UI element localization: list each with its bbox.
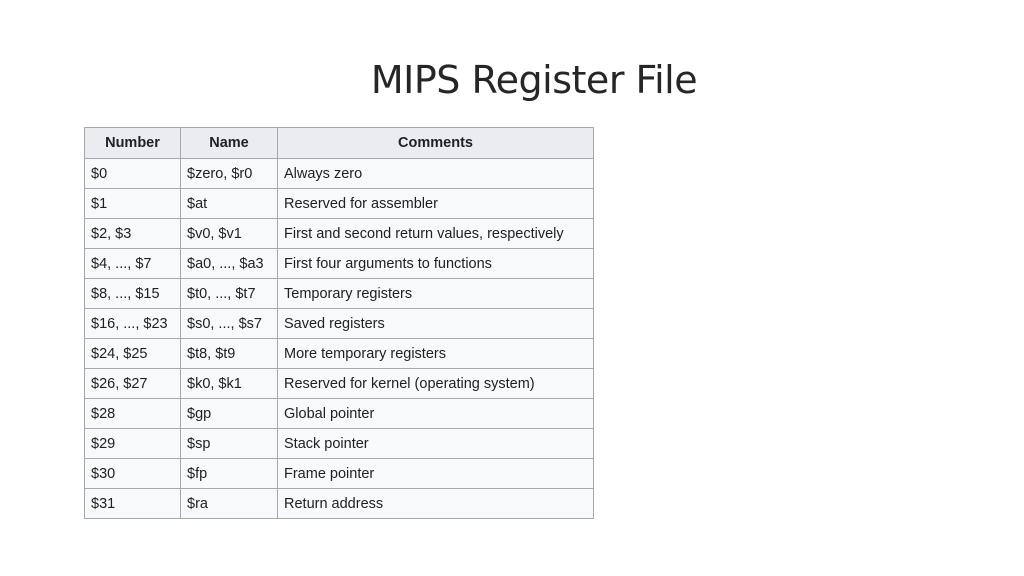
cell-name: $zero, $r0 (181, 159, 278, 189)
register-table-body (85, 159, 594, 519)
cell-number: $16, ..., $23 (85, 309, 181, 339)
table-row (85, 159, 594, 189)
table-row (85, 339, 594, 369)
table-row (85, 489, 594, 519)
cell-name: $v0, $v1 (181, 219, 278, 249)
cell-comment: Temporary registers (278, 279, 594, 309)
cell-number: $28 (85, 399, 181, 429)
cell-comment: Frame pointer (278, 459, 594, 489)
table-row (85, 249, 594, 279)
cell-comment: Reserved for kernel (operating system) (278, 369, 594, 399)
cell-name: $ra (181, 489, 278, 519)
table-row (85, 429, 594, 459)
cell-name: $a0, ..., $a3 (181, 249, 278, 279)
cell-comment: Global pointer (278, 399, 594, 429)
cell-name: $t0, ..., $t7 (181, 279, 278, 309)
cell-number: $4, ..., $7 (85, 249, 181, 279)
table-row (85, 189, 594, 219)
slide-title: MIPS Register File (370, 58, 698, 102)
table-row (85, 279, 594, 309)
register-table-header (85, 128, 594, 159)
table-row (85, 219, 594, 249)
cell-number: $26, $27 (85, 369, 181, 399)
cell-name: $sp (181, 429, 278, 459)
cell-number: $30 (85, 459, 181, 489)
header-number: Number (85, 128, 181, 159)
table-row (85, 309, 594, 339)
cell-number: $1 (85, 189, 181, 219)
cell-number: $8, ..., $15 (85, 279, 181, 309)
cell-name: $gp (181, 399, 278, 429)
table-row (85, 399, 594, 429)
cell-comment: Saved registers (278, 309, 594, 339)
cell-name: $at (181, 189, 278, 219)
cell-comment: First four arguments to functions (278, 249, 594, 279)
cell-name: $t8, $t9 (181, 339, 278, 369)
cell-number: $0 (85, 159, 181, 189)
cell-number: $31 (85, 489, 181, 519)
cell-name: $fp (181, 459, 278, 489)
header-row (85, 128, 594, 159)
table-row (85, 369, 594, 399)
cell-comment: More temporary registers (278, 339, 594, 369)
cell-comment: Stack pointer (278, 429, 594, 459)
cell-comment: Always zero (278, 159, 594, 189)
cell-name: $s0, ..., $s7 (181, 309, 278, 339)
cell-number: $24, $25 (85, 339, 181, 369)
cell-number: $2, $3 (85, 219, 181, 249)
cell-comment: First and second return values, respectively (278, 219, 594, 249)
cell-comment: Return address (278, 489, 594, 519)
cell-name: $k0, $k1 (181, 369, 278, 399)
header-name: Name (181, 128, 278, 159)
register-table (84, 127, 594, 519)
header-comments: Comments (278, 128, 594, 159)
table-row (85, 459, 594, 489)
cell-comment: Reserved for assembler (278, 189, 594, 219)
cell-number: $29 (85, 429, 181, 459)
